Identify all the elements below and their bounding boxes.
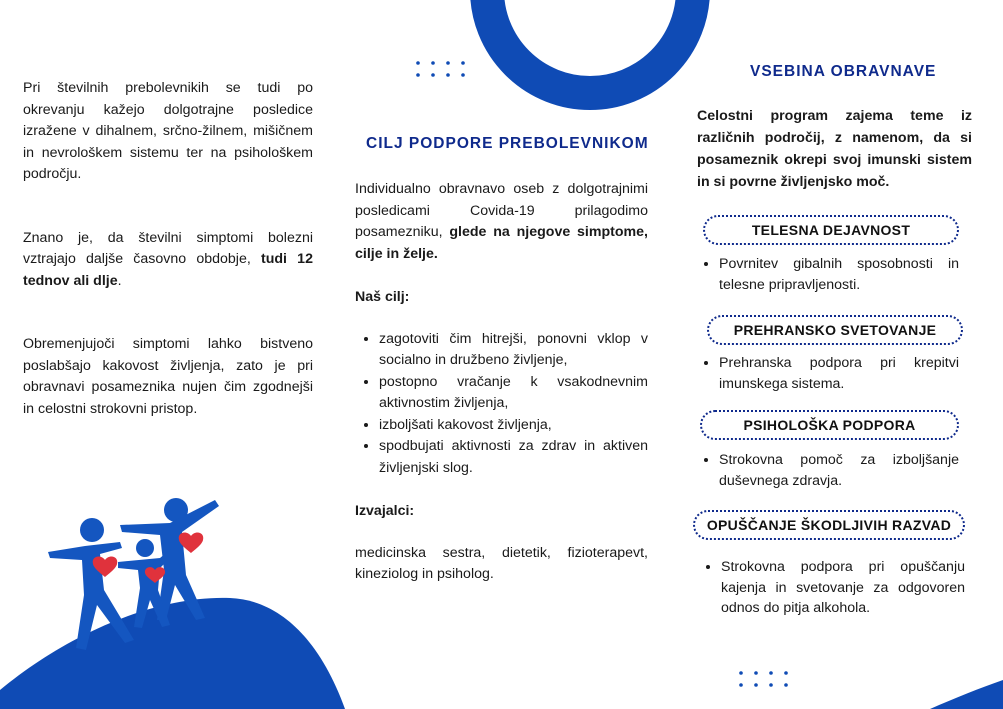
section-title-psychological: PSIHOLOŠKA PODPORA [700,410,959,440]
dots-top [412,60,472,80]
family-hill-illustration [0,490,345,709]
goal-item: • izboljšati kakovost življenja, [379,415,648,437]
goal-list [355,329,648,480]
section-text: • Povrnitev gibalnih sposobnosti in telesne pripravljenosti. [699,254,959,295]
goal-label: Naš cilj: [355,289,410,305]
goal-item: • postopno vračanje k vsakodnevnim aktivnostim življenja, [379,372,648,415]
section-text: • Strokovna podpora pri opuščanju kajenja in svetovanje za odgovoren odnos do pitja alkohola. [701,557,965,619]
highlight-duration: tudi 12 tednov ali dlje [23,251,313,289]
middle-column [355,179,648,586]
goal-item: • zagotoviti čim hitrejši, ponovni vklop v socialno in družbeno življenje, [379,329,648,372]
left-paragraph-3: Obremenjujoči simptomi lahko bistveno poslabšajo kakovost življenja, zato je pri obravnavi posameznika nujen čim zgodnejši in celostni strokovni pristop. [23,336,313,417]
section-title-nutrition: PREHRANSKO SVETOVANJE [707,315,963,345]
middle-heading: CILJ PODPORE PREBOLEVNIKOM [366,135,649,152]
decorative-ring [460,0,720,120]
left-paragraph-2: Znano je, da številni simptomi bolezni vztrajajo daljše časovno obdobje, tudi 12 tednov ali dlje. [23,229,313,289]
left-column [23,78,313,462]
providers-text: medicinska sestra, dietetik, fizioterapevt, kineziolog in psiholog. [355,544,648,582]
middle-intro: Individualno obravnavo oseb z dolgotrajnimi posledicami Covida-19 prilagodimo posamezniku, glede na njegove simptome, cilje in želje. [355,181,648,262]
section-text: • Prehranska podpora pri krepitvi imunskega sistema. [699,353,959,394]
left-paragraph-1: Pri številnih prebolevnikih se tudi po okrevanju kažejo dolgotrajne posledice izražene v dihalnem, srčno-žilnem, mišičnem in nevrološkem sistemu ter na psihološkem področju. [23,80,313,182]
corner-decoration [930,680,1003,709]
dots-bottom [735,670,795,690]
goal-item: • spodbujati aktivnosti za zdrav in aktiven življenjski slog. [379,436,648,479]
section-title-harmful-habits: OPUŠČANJE ŠKODLJIVIH RAZVAD [693,510,965,540]
providers-label: Izvajalci: [355,503,415,519]
right-intro: Celostni program zajema teme iz različnih področij, z namenom, da si posameznik okrepi svoj imunski sistem in si povrne življenjsko moč. [697,108,972,190]
right-heading: VSEBINA OBRAVNAVE [750,63,937,80]
section-text: • Strokovna pomoč za izboljšanje duševnega zdravja. [699,450,959,491]
section-title-physical-activity: TELESNA DEJAVNOST [703,215,959,245]
